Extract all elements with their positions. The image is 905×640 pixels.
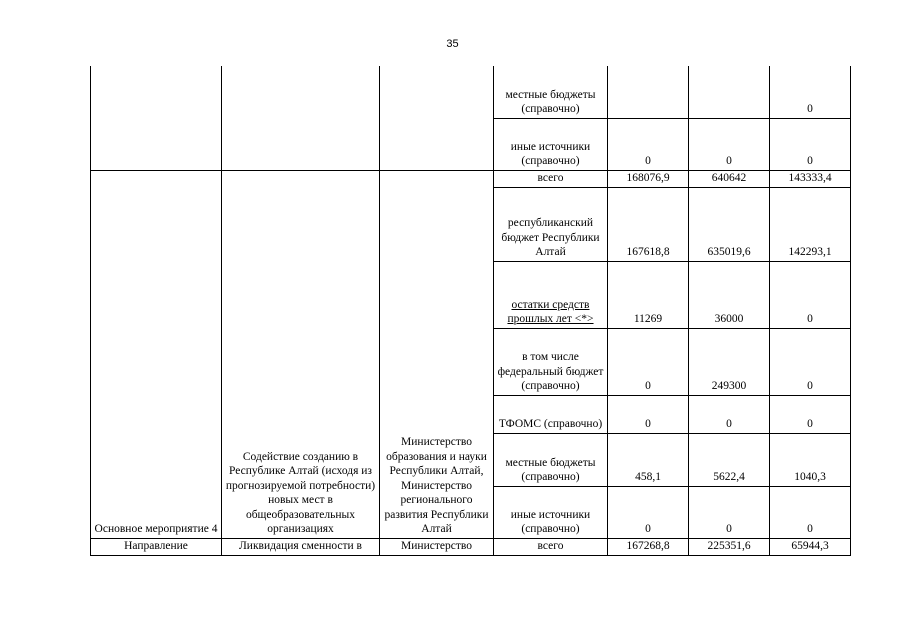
value-cell: 142293,1 bbox=[770, 187, 851, 261]
value-cell: 0 bbox=[689, 395, 770, 433]
source-cell: республиканский бюджет Республики Алтай bbox=[494, 187, 608, 261]
value-cell: 640642 bbox=[689, 170, 770, 187]
description-cell bbox=[222, 66, 380, 170]
value-cell: 11269 bbox=[608, 261, 689, 328]
value-cell: 168076,9 bbox=[608, 170, 689, 187]
page-number: 35 bbox=[446, 38, 459, 50]
value-cell bbox=[689, 66, 770, 118]
activity-executor: Министерство bbox=[380, 538, 494, 555]
source-cell: остатки средств прошлых лет <*> bbox=[494, 261, 608, 328]
value-cell: 65944,3 bbox=[770, 538, 851, 555]
activity-description: Ликвидация сменности в bbox=[222, 538, 380, 555]
value-cell: 0 bbox=[770, 328, 851, 395]
source-cell: ТФОМС (справочно) bbox=[494, 395, 608, 433]
activity-description: Содействие созданию в Республике Алтай (исходя из прогнозируемой потребности) новых мест в общеобразовательных организациях bbox=[222, 170, 380, 538]
source-cell: всего bbox=[494, 170, 608, 187]
activity-executor: Министерство образования и науки Республики Алтай, Министерство регионального развития Республики Алтай bbox=[380, 170, 494, 538]
source-cell: всего bbox=[494, 538, 608, 555]
value-cell: 167618,8 bbox=[608, 187, 689, 261]
value-cell: 0 bbox=[608, 395, 689, 433]
executor-cell bbox=[380, 66, 494, 170]
value-cell: 5622,4 bbox=[689, 433, 770, 486]
source-cell: местные бюджеты (справочно) bbox=[494, 433, 608, 486]
table-row bbox=[91, 538, 851, 555]
value-cell bbox=[608, 66, 689, 118]
value-cell: 0 bbox=[608, 486, 689, 538]
value-cell: 458,1 bbox=[608, 433, 689, 486]
source-cell: в том числе федеральный бюджет (справочно) bbox=[494, 328, 608, 395]
activity-name: Основное мероприятие 4 bbox=[91, 170, 222, 538]
value-cell: 0 bbox=[689, 486, 770, 538]
value-cell: 0 bbox=[689, 118, 770, 170]
value-cell: 167268,8 bbox=[608, 538, 689, 555]
source-cell: иные источники (справочно) bbox=[494, 486, 608, 538]
table-row bbox=[91, 66, 851, 118]
source-cell: местные бюджеты (справочно) bbox=[494, 66, 608, 118]
source-cell: иные источники (справочно) bbox=[494, 118, 608, 170]
activity-name: Направление bbox=[91, 538, 222, 555]
value-cell: 635019,6 bbox=[689, 187, 770, 261]
value-cell: 1040,3 bbox=[770, 433, 851, 486]
value-cell: 0 bbox=[770, 66, 851, 118]
value-cell: 0 bbox=[770, 261, 851, 328]
value-cell: 0 bbox=[770, 395, 851, 433]
value-cell: 0 bbox=[770, 486, 851, 538]
value-cell: 0 bbox=[608, 328, 689, 395]
value-cell: 0 bbox=[608, 118, 689, 170]
table-row bbox=[91, 170, 851, 187]
activity-cell bbox=[91, 66, 222, 170]
budget-table bbox=[90, 66, 851, 556]
value-cell: 0 bbox=[770, 118, 851, 170]
value-cell: 249300 bbox=[689, 328, 770, 395]
value-cell: 225351,6 bbox=[689, 538, 770, 555]
value-cell: 143333,4 bbox=[770, 170, 851, 187]
value-cell: 36000 bbox=[689, 261, 770, 328]
